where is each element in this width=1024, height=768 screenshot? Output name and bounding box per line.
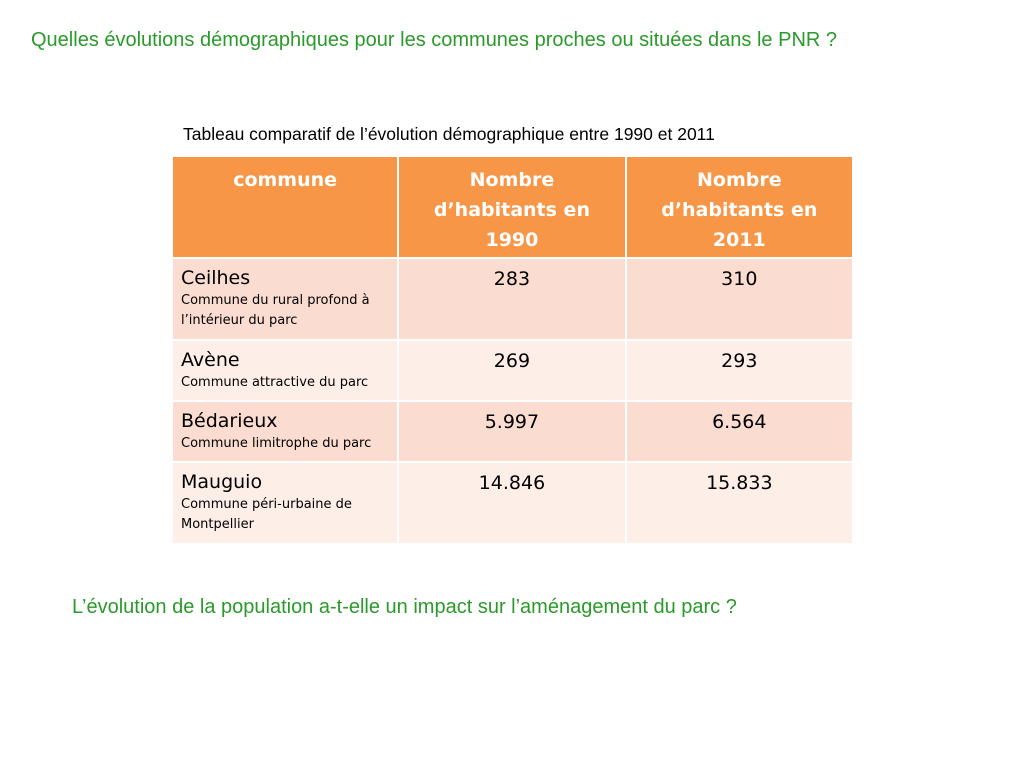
population-1990: 283 [398, 258, 625, 340]
commune-description: Commune limitrophe du parc [181, 436, 372, 451]
table-row-bedarieux [172, 401, 853, 462]
population-2011: 15.833 [626, 462, 853, 544]
population-table [171, 155, 854, 545]
header-pop-1990: Nombre d’habitants en 1990 [398, 156, 625, 258]
commune-cell [172, 401, 398, 462]
commune-name: Mauguio [181, 471, 263, 493]
header-commune: commune [172, 156, 398, 258]
table-row-ceilhes [172, 258, 853, 340]
commune-description: Commune attractive du parc [181, 375, 369, 390]
commune-description: Commune péri-urbaine de Montpellier [181, 497, 352, 532]
population-1990: 14.846 [398, 462, 625, 544]
commune-description: Commune du rural profond à l’intérieur du parc [181, 293, 370, 328]
population-2011: 6.564 [626, 401, 853, 462]
slide-heading: Quelles évolutions démographiques pour les communes proches ou situées dans le PNR ? [31, 29, 838, 51]
commune-cell [172, 258, 398, 340]
commune-name: Avène [181, 349, 240, 371]
closing-question: L’évolution de la population a-t-elle un impact sur l’aménagement du parc ? [72, 596, 737, 618]
population-2011: 293 [626, 340, 853, 401]
population-1990: 5.997 [398, 401, 625, 462]
table-caption: Tableau comparatif de l’évolution démographique entre 1990 et 2011 [183, 124, 715, 144]
population-1990: 269 [398, 340, 625, 401]
table-header-row [172, 156, 853, 258]
population-2011: 310 [626, 258, 853, 340]
table-row-avene [172, 340, 853, 401]
commune-name: Bédarieux [181, 410, 278, 432]
commune-cell [172, 462, 398, 544]
table-row-mauguio [172, 462, 853, 544]
header-pop-2011: Nombre d’habitants en 2011 [626, 156, 853, 258]
commune-cell [172, 340, 398, 401]
commune-name: Ceilhes [181, 267, 251, 289]
